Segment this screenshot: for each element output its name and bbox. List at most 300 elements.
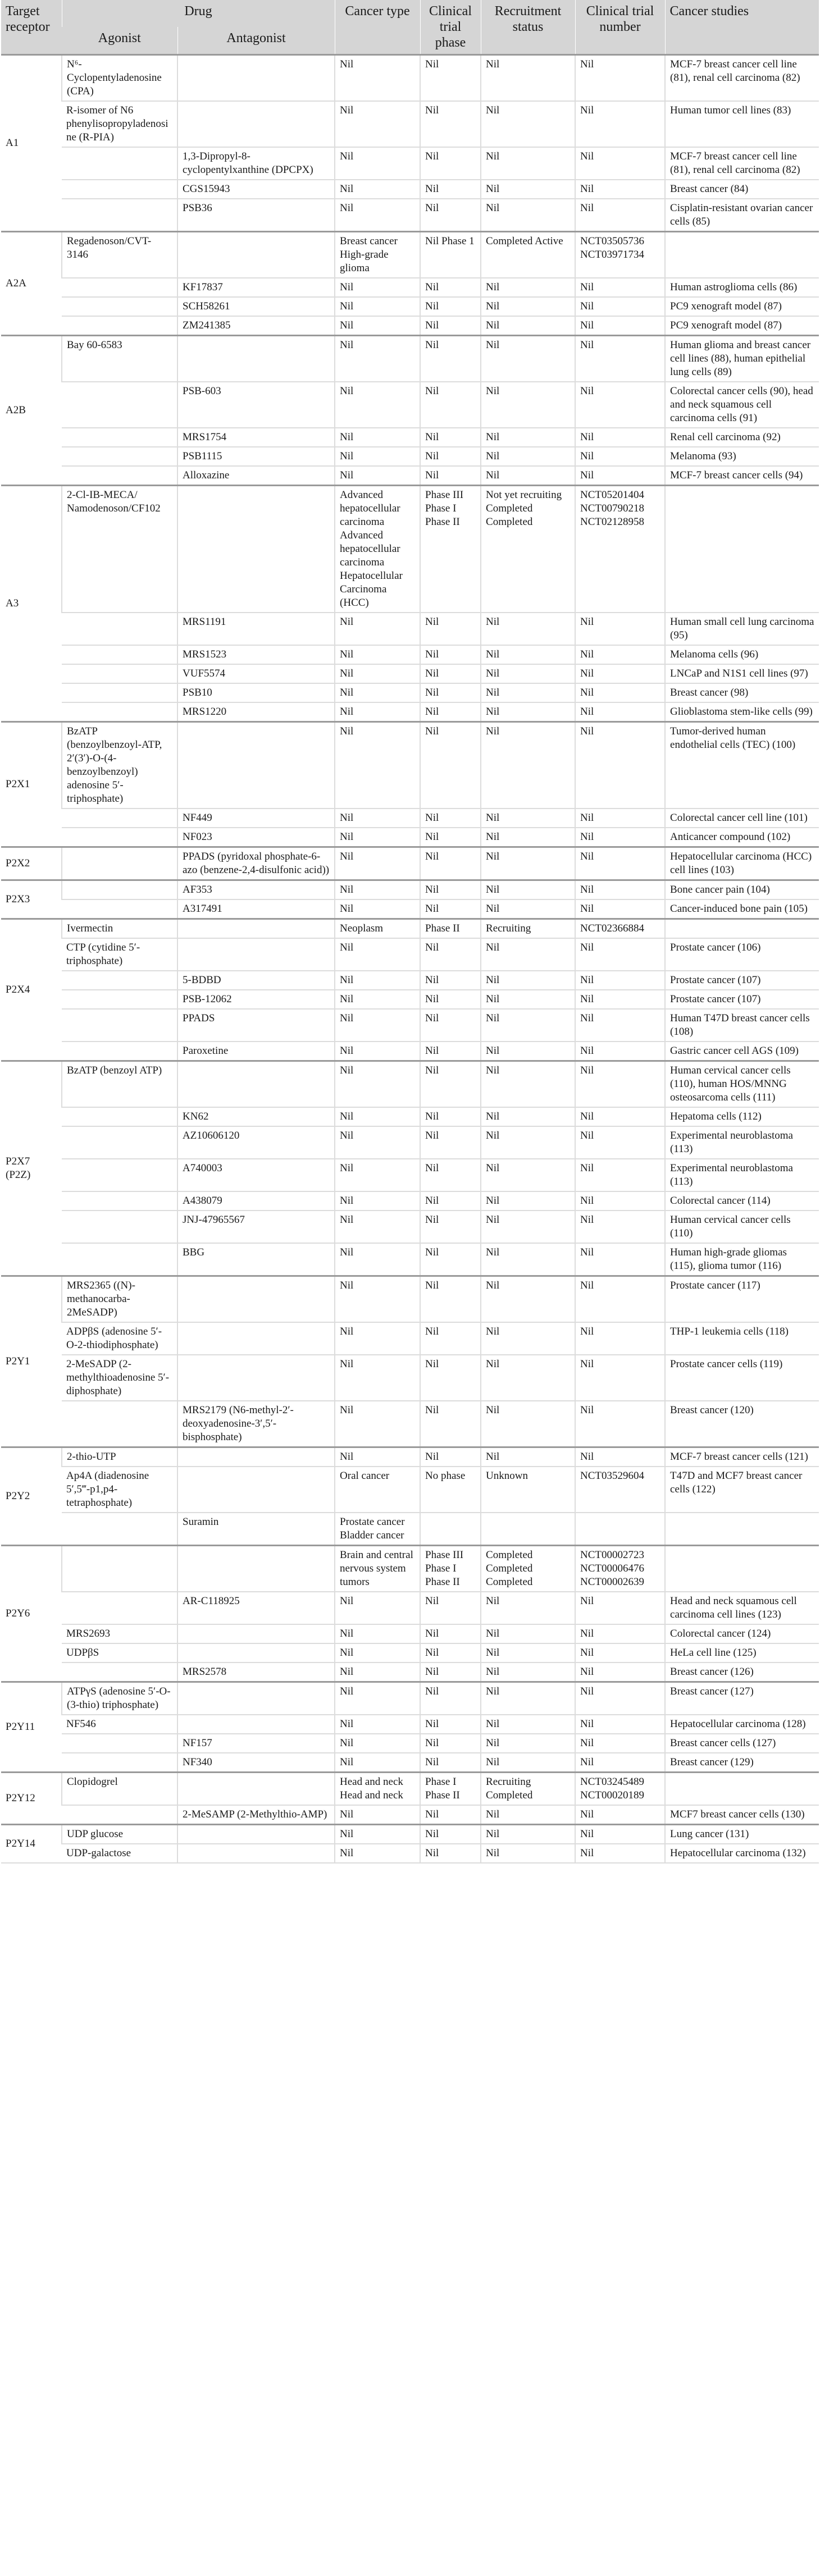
trial-phase-cell: Nil <box>420 466 481 486</box>
recruitment-status-cell: Nil <box>481 447 575 466</box>
cancer-study-cell: Cancer-induced bone pain (105) <box>665 899 819 919</box>
recruitment-status-cell: Nil <box>481 1447 575 1467</box>
header-clinical-trial-phase: Clinical trial phase <box>420 0 481 55</box>
table-row <box>1 297 819 316</box>
cancer-study-cell: Gastric cancer cell AGS (109) <box>665 1042 819 1061</box>
agonist-cell <box>62 880 177 900</box>
trial-phase-cell: Nil <box>420 278 481 297</box>
cancer-type-cell: Nil <box>335 55 420 102</box>
trial-number-cell <box>575 1513 665 1546</box>
recruitment-status-cell: Nil <box>481 1322 575 1355</box>
trial-phase-cell: Nil <box>420 1753 481 1773</box>
recruitment-status-cell: Nil <box>481 382 575 428</box>
cancer-study-cell: Colorectal cancer (114) <box>665 1191 819 1211</box>
cancer-study-cell: Anticancer compound (102) <box>665 828 819 847</box>
trial-number-cell: Nil <box>575 1447 665 1467</box>
agonist-cell <box>62 1211 177 1243</box>
table-row <box>1 316 819 336</box>
trial-number-cell: NCT03505736 NCT03971734 <box>575 232 665 278</box>
cancer-type-cell: Nil <box>335 1753 420 1773</box>
cancer-study-cell: MCF-7 breast cancer cells (94) <box>665 466 819 486</box>
agonist-cell <box>62 1734 177 1753</box>
antagonist-cell: ZM241385 <box>177 316 335 336</box>
agonist-cell <box>62 1042 177 1061</box>
cancer-type-cell: Nil <box>335 1624 420 1643</box>
antagonist-cell <box>177 919 335 939</box>
cancer-type-cell: Nil <box>335 1061 420 1108</box>
cancer-type-cell: Nil <box>335 199 420 232</box>
trial-number-cell: Nil <box>575 880 665 900</box>
trial-phase-cell: Nil <box>420 55 481 102</box>
trial-phase-cell: Nil <box>420 645 481 664</box>
antagonist-cell: NF023 <box>177 828 335 847</box>
agonist-cell: UDPβS <box>62 1643 177 1662</box>
table-row <box>1 938 819 971</box>
agonist-cell <box>62 1009 177 1042</box>
cancer-type-cell: Nil <box>335 899 420 919</box>
cancer-study-cell: MCF-7 breast cancer cells (121) <box>665 1447 819 1467</box>
antagonist-cell: Alloxazine <box>177 466 335 486</box>
recruitment-status-cell: Nil <box>481 1009 575 1042</box>
cancer-type-cell: Advanced hepatocellular carcinoma Advanced hepatocellular carcinoma Hepatocellular Carcinoma (HCC) <box>335 486 420 613</box>
agonist-cell: 2-MeSADP (2-methylthioadenosine 5′-diphosphate) <box>62 1355 177 1401</box>
antagonist-cell: SCH58261 <box>177 297 335 316</box>
trial-number-cell: Nil <box>575 1805 665 1825</box>
trial-phase-cell: Nil <box>420 1734 481 1753</box>
cancer-study-cell: Human astroglioma cells (86) <box>665 278 819 297</box>
cancer-study-cell: MCF-7 breast cancer cell line (81), renal cell carcinoma (82) <box>665 55 819 102</box>
recruitment-status-cell: Completed Active <box>481 232 575 278</box>
recruitment-status-cell: Nil <box>481 297 575 316</box>
recruitment-status-cell: Nil <box>481 101 575 147</box>
target-receptor-cell: P2Y2 <box>1 1447 62 1546</box>
trial-phase-cell: Nil <box>420 990 481 1009</box>
trial-phase-cell: Nil <box>420 1355 481 1401</box>
recruitment-status-cell: Nil <box>481 1643 575 1662</box>
header-antagonist: Antagonist <box>177 27 335 55</box>
agonist-cell <box>62 1592 177 1624</box>
recruitment-status-cell: Nil <box>481 1662 575 1682</box>
cancer-study-cell: Human small cell lung carcinoma (95) <box>665 613 819 645</box>
recruitment-status-cell: Not yet recruiting Completed Completed <box>481 486 575 613</box>
antagonist-cell <box>177 722 335 809</box>
agonist-cell <box>62 466 177 486</box>
cancer-study-cell: Prostate cancer (106) <box>665 938 819 971</box>
trial-phase-cell: Nil <box>420 1009 481 1042</box>
agonist-cell: Regadenoson/CVT-3146 <box>62 232 177 278</box>
cancer-study-cell: THP-1 leukemia cells (118) <box>665 1322 819 1355</box>
trial-number-cell: Nil <box>575 1322 665 1355</box>
antagonist-cell: CGS15943 <box>177 180 335 199</box>
cancer-type-cell: Prostate cancer Bladder cancer <box>335 1513 420 1546</box>
recruitment-status-cell: Nil <box>481 1682 575 1715</box>
agonist-cell: BzATP (benzoyl ATP) <box>62 1061 177 1108</box>
antagonist-cell: A740003 <box>177 1159 335 1191</box>
target-receptor-cell: A2B <box>1 336 62 486</box>
antagonist-cell <box>177 1355 335 1401</box>
trial-phase-cell: Nil <box>420 899 481 919</box>
table-row <box>1 971 819 990</box>
antagonist-cell: PSB10 <box>177 683 335 702</box>
table-row <box>1 1753 819 1773</box>
recruitment-status-cell <box>481 1513 575 1546</box>
cancer-study-cell: PC9 xenograft model (87) <box>665 297 819 316</box>
recruitment-status-cell: Nil <box>481 1276 575 1323</box>
trial-phase-cell: Nil <box>420 971 481 990</box>
trial-number-cell: Nil <box>575 1682 665 1715</box>
trial-number-cell: NCT02366884 <box>575 919 665 939</box>
table-row <box>1 278 819 297</box>
cancer-type-cell: Nil <box>335 702 420 722</box>
cancer-study-cell <box>665 486 819 613</box>
table-row <box>1 645 819 664</box>
antagonist-cell <box>177 1061 335 1108</box>
antagonist-cell <box>177 1715 335 1734</box>
agonist-cell: MRS2693 <box>62 1624 177 1643</box>
trial-number-cell: Nil <box>575 1825 665 1844</box>
cancer-study-cell: Breast cancer (129) <box>665 1753 819 1773</box>
table-row <box>1 1805 819 1825</box>
header-target-receptor: Target receptor <box>1 0 62 55</box>
trial-phase-cell: Nil <box>420 613 481 645</box>
trial-number-cell: Nil <box>575 1042 665 1061</box>
agonist-cell: Ap4A (diadenosine 5′,5‴-p1,p4-tetraphosphate) <box>62 1467 177 1513</box>
target-receptor-cell: P2Y1 <box>1 1276 62 1447</box>
cancer-study-cell: Bone cancer pain (104) <box>665 880 819 900</box>
trial-phase-cell: Nil <box>420 1624 481 1643</box>
table-row <box>1 486 819 613</box>
antagonist-cell: A317491 <box>177 899 335 919</box>
agonist-cell <box>62 447 177 466</box>
cancer-study-cell: MCF-7 breast cancer cell line (81), renal cell carcinoma (82) <box>665 147 819 180</box>
agonist-cell <box>62 147 177 180</box>
cancer-study-cell: Human glioma and breast cancer cell lines (88), human epithelial lung cells (89) <box>665 336 819 382</box>
recruitment-status-cell: Nil <box>481 613 575 645</box>
agonist-cell: MRS2365 ((N)-methanocarba-2MeSADP) <box>62 1276 177 1323</box>
cancer-study-cell: Glioblastoma stem-like cells (99) <box>665 702 819 722</box>
cancer-type-cell: Nil <box>335 847 420 880</box>
trial-number-cell: Nil <box>575 336 665 382</box>
table-row <box>1 1191 819 1211</box>
table-row <box>1 1467 819 1513</box>
trial-phase-cell: Nil <box>420 199 481 232</box>
agonist-cell: NF546 <box>62 1715 177 1734</box>
table-row <box>1 828 819 847</box>
cancer-type-cell: Nil <box>335 297 420 316</box>
recruitment-status-cell: Nil <box>481 199 575 232</box>
trial-phase-cell: Nil <box>420 1042 481 1061</box>
antagonist-cell <box>177 486 335 613</box>
trial-number-cell: Nil <box>575 664 665 683</box>
antagonist-cell: PPADS <box>177 1009 335 1042</box>
trial-number-cell: Nil <box>575 1243 665 1276</box>
table-row <box>1 1715 819 1734</box>
cancer-study-cell: Hepatoma cells (112) <box>665 1107 819 1126</box>
cancer-type-cell: Nil <box>335 1355 420 1401</box>
antagonist-cell: KN62 <box>177 1107 335 1126</box>
trial-number-cell: Nil <box>575 147 665 180</box>
recruitment-status-cell: Nil <box>481 828 575 847</box>
agonist-cell <box>62 1107 177 1126</box>
agonist-cell <box>62 316 177 336</box>
trial-phase-cell: No phase <box>420 1467 481 1513</box>
agonist-cell <box>62 297 177 316</box>
recruitment-status-cell: Nil <box>481 1211 575 1243</box>
agonist-cell <box>62 1191 177 1211</box>
table-row <box>1 147 819 180</box>
agonist-cell <box>62 180 177 199</box>
agonist-cell <box>62 809 177 828</box>
trial-number-cell: Nil <box>575 199 665 232</box>
table-row <box>1 613 819 645</box>
header-cancer-type: Cancer type <box>335 0 420 55</box>
cancer-study-cell <box>665 1546 819 1592</box>
agonist-cell: Bay 60-6583 <box>62 336 177 382</box>
target-receptor-cell: P2Y11 <box>1 1682 62 1773</box>
agonist-cell: BzATP (benzoylbenzoyl-ATP, 2′(3′)-O-(4-benzoylbenzoyl) adenosine 5′-triphosphate) <box>62 722 177 809</box>
recruitment-status-cell: Nil <box>481 1042 575 1061</box>
antagonist-cell: MRS1220 <box>177 702 335 722</box>
cancer-type-cell: Nil <box>335 1107 420 1126</box>
recruitment-status-cell: Nil <box>481 316 575 336</box>
target-receptor-cell: P2X2 <box>1 847 62 880</box>
recruitment-status-cell: Nil <box>481 1624 575 1643</box>
antagonist-cell <box>177 101 335 147</box>
cancer-study-cell: Colorectal cancer (124) <box>665 1624 819 1643</box>
antagonist-cell: MRS2578 <box>177 1662 335 1682</box>
agonist-cell: UDP glucose <box>62 1825 177 1844</box>
table-row <box>1 809 819 828</box>
cancer-study-cell <box>665 919 819 939</box>
cancer-type-cell: Nil <box>335 1715 420 1734</box>
trial-phase-cell: Nil <box>420 1126 481 1159</box>
agonist-cell <box>62 828 177 847</box>
cancer-type-cell: Nil <box>335 1009 420 1042</box>
trial-number-cell: Nil <box>575 1107 665 1126</box>
trial-number-cell: Nil <box>575 1009 665 1042</box>
cancer-type-cell: Nil <box>335 336 420 382</box>
cancer-study-cell <box>665 1773 819 1806</box>
recruitment-status-cell: Nil <box>481 809 575 828</box>
trial-number-cell: Nil <box>575 1126 665 1159</box>
table-row <box>1 990 819 1009</box>
antagonist-cell: MRS1754 <box>177 428 335 447</box>
agonist-cell <box>62 1662 177 1682</box>
antagonist-cell: NF157 <box>177 1734 335 1753</box>
agonist-cell <box>62 1513 177 1546</box>
agonist-cell <box>62 428 177 447</box>
cancer-study-cell: Human tumor cell lines (83) <box>665 101 819 147</box>
antagonist-cell: VUF5574 <box>177 664 335 683</box>
antagonist-cell <box>177 1447 335 1467</box>
cancer-type-cell: Nil <box>335 1643 420 1662</box>
antagonist-cell: A438079 <box>177 1191 335 1211</box>
recruitment-status-cell: Nil <box>481 702 575 722</box>
cancer-type-cell: Nil <box>335 1159 420 1191</box>
cancer-type-cell: Nil <box>335 938 420 971</box>
cancer-type-cell: Nil <box>335 1682 420 1715</box>
target-receptor-cell: P2X3 <box>1 880 62 919</box>
trial-number-cell: Nil <box>575 1061 665 1108</box>
trial-phase-cell: Nil <box>420 938 481 971</box>
trial-number-cell: NCT00002723 NCT00006476 NCT00002639 <box>575 1546 665 1592</box>
cancer-type-cell: Nil <box>335 316 420 336</box>
antagonist-cell: PPADS (pyridoxal phosphate-6-azo (benzene-2,4-disulfonic acid)) <box>177 847 335 880</box>
antagonist-cell: AZ10606120 <box>177 1126 335 1159</box>
trial-phase-cell: Nil <box>420 1191 481 1211</box>
trial-phase-cell: Nil <box>420 1825 481 1844</box>
cancer-type-cell: Nil <box>335 447 420 466</box>
cancer-type-cell: Nil <box>335 1662 420 1682</box>
recruitment-status-cell: Nil <box>481 683 575 702</box>
cancer-type-cell: Oral cancer <box>335 1467 420 1513</box>
trial-number-cell: Nil <box>575 1662 665 1682</box>
agonist-cell <box>62 613 177 645</box>
trial-phase-cell: Phase I Phase II <box>420 1773 481 1806</box>
trial-phase-cell: Nil <box>420 428 481 447</box>
header-agonist: Agonist <box>62 27 177 55</box>
cancer-study-cell: Hepatocellular carcinoma (132) <box>665 1844 819 1863</box>
trial-number-cell: Nil <box>575 1624 665 1643</box>
agonist-cell <box>62 1401 177 1447</box>
trial-number-cell: Nil <box>575 645 665 664</box>
recruitment-status-cell: Nil <box>481 55 575 102</box>
recruitment-status-cell: Nil <box>481 147 575 180</box>
cancer-type-cell: Nil <box>335 101 420 147</box>
table-row <box>1 336 819 382</box>
antagonist-cell: Suramin <box>177 1513 335 1546</box>
trial-phase-cell: Nil <box>420 1159 481 1191</box>
trial-number-cell: Nil <box>575 1191 665 1211</box>
table-row <box>1 683 819 702</box>
recruitment-status-cell: Unknown <box>481 1467 575 1513</box>
trial-phase-cell: Nil <box>420 1243 481 1276</box>
trial-phase-cell: Nil <box>420 1715 481 1734</box>
receptor-drug-table <box>1 0 819 1864</box>
cancer-type-cell: Nil <box>335 645 420 664</box>
table-row <box>1 1322 819 1355</box>
cancer-type-cell: Nil <box>335 1276 420 1323</box>
table-row <box>1 199 819 232</box>
trial-number-cell: Nil <box>575 1401 665 1447</box>
cancer-study-cell <box>665 232 819 278</box>
target-receptor-cell: P2X4 <box>1 919 62 1061</box>
agonist-cell <box>62 1753 177 1773</box>
recruitment-status-cell: Nil <box>481 1753 575 1773</box>
table-row <box>1 847 819 880</box>
recruitment-status-cell: Nil <box>481 847 575 880</box>
header-clinical-trial-number: Clinical trial number <box>575 0 665 55</box>
antagonist-cell <box>177 232 335 278</box>
header-recruitment-status: Recruitment status <box>481 0 575 55</box>
trial-phase-cell: Nil <box>420 336 481 382</box>
trial-phase-cell: Nil <box>420 664 481 683</box>
agonist-cell <box>62 1243 177 1276</box>
target-receptor-cell: P2X7 (P2Z) <box>1 1061 62 1276</box>
cancer-type-cell: Nil <box>335 809 420 828</box>
table-row <box>1 1401 819 1447</box>
cancer-study-cell: Breast cancer (98) <box>665 683 819 702</box>
agonist-cell: 2-thio-UTP <box>62 1447 177 1467</box>
target-receptor-cell: P2Y6 <box>1 1546 62 1682</box>
cancer-study-cell: Colorectal cancer cells (90), head and neck squamous cell carcinoma cells (91) <box>665 382 819 428</box>
antagonist-cell: 5-BDBD <box>177 971 335 990</box>
trial-phase-cell: Nil <box>420 297 481 316</box>
recruitment-status-cell: Nil <box>481 1159 575 1191</box>
trial-phase-cell: Nil <box>420 1662 481 1682</box>
recruitment-status-cell: Nil <box>481 899 575 919</box>
antagonist-cell <box>177 1643 335 1662</box>
table-header <box>1 0 819 55</box>
trial-phase-cell: Phase III Phase I Phase II <box>420 486 481 613</box>
recruitment-status-cell: Nil <box>481 1061 575 1108</box>
recruitment-status-cell: Nil <box>481 1734 575 1753</box>
cancer-study-cell: LNCaP and N1S1 cell lines (97) <box>665 664 819 683</box>
table-body <box>1 55 819 1864</box>
cancer-study-cell: Cisplatin-resistant ovarian cancer cells (85) <box>665 199 819 232</box>
trial-number-cell: Nil <box>575 447 665 466</box>
table-row <box>1 1447 819 1467</box>
trial-number-cell: Nil <box>575 683 665 702</box>
cancer-type-cell: Head and neck Head and neck <box>335 1773 420 1806</box>
recruitment-status-cell: Nil <box>481 971 575 990</box>
trial-number-cell: Nil <box>575 1734 665 1753</box>
cancer-study-cell: Hepatocellular carcinoma (128) <box>665 1715 819 1734</box>
agonist-cell <box>62 278 177 297</box>
antagonist-cell: PSB-12062 <box>177 990 335 1009</box>
trial-number-cell: NCT05201404 NCT00790218 NCT02128958 <box>575 486 665 613</box>
trial-number-cell: Nil <box>575 613 665 645</box>
agonist-cell <box>62 382 177 428</box>
recruitment-status-cell: Nil <box>481 1825 575 1844</box>
trial-phase-cell: Nil <box>420 683 481 702</box>
trial-phase-cell: Nil <box>420 847 481 880</box>
trial-number-cell: Nil <box>575 466 665 486</box>
cancer-type-cell: Nil <box>335 278 420 297</box>
antagonist-cell: AF353 <box>177 880 335 900</box>
table-row <box>1 1734 819 1753</box>
table-row <box>1 1009 819 1042</box>
trial-phase-cell: Nil <box>420 1401 481 1447</box>
trial-phase-cell: Nil <box>420 447 481 466</box>
antagonist-cell: MRS2179 (N6-methyl-2′-deoxyadenosine-3′,5′-bisphosphate) <box>177 1401 335 1447</box>
table-row <box>1 1825 819 1844</box>
antagonist-cell <box>177 336 335 382</box>
agonist-cell: Clopidogrel <box>62 1773 177 1806</box>
trial-phase-cell: Nil <box>420 1805 481 1825</box>
recruitment-status-cell: Nil <box>481 880 575 900</box>
agonist-cell <box>62 990 177 1009</box>
cancer-study-cell: T47D and MCF7 breast cancer cells (122) <box>665 1467 819 1513</box>
target-receptor-cell: P2Y12 <box>1 1773 62 1825</box>
trial-phase-cell: Nil <box>420 1107 481 1126</box>
agonist-cell: 2-Cl-IB-MECA/ Namodenoson/CF102 <box>62 486 177 613</box>
antagonist-cell: BBG <box>177 1243 335 1276</box>
cancer-study-cell: Breast cancer cells (127) <box>665 1734 819 1753</box>
trial-phase-cell: Nil <box>420 180 481 199</box>
table-row <box>1 722 819 809</box>
target-receptor-cell: A3 <box>1 486 62 722</box>
agonist-cell: UDP-galactose <box>62 1844 177 1863</box>
cancer-study-cell: MCF7 breast cancer cells (130) <box>665 1805 819 1825</box>
trial-phase-cell: Nil Phase 1 <box>420 232 481 278</box>
antagonist-cell: MRS1191 <box>177 613 335 645</box>
antagonist-cell: 1,3-Dipropyl-8-cyclopentylxanthine (DPCPX) <box>177 147 335 180</box>
table-row <box>1 1276 819 1323</box>
cancer-type-cell: Nil <box>335 880 420 900</box>
cancer-type-cell: Nil <box>335 147 420 180</box>
cancer-type-cell: Nil <box>335 428 420 447</box>
